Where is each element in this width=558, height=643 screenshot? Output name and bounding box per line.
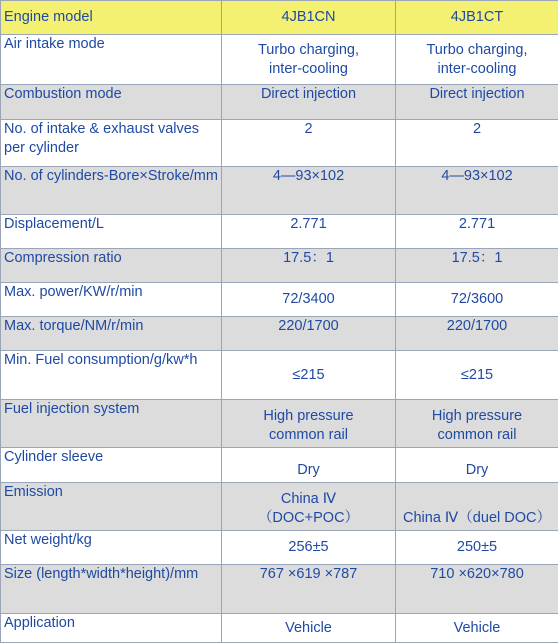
value-line: 17.5：1 — [225, 249, 392, 268]
combustion-mode-label: Combustion mode — [1, 85, 222, 120]
value-line: High pressure — [225, 407, 392, 426]
emission-model-2-value — [396, 483, 558, 531]
value-line: ≤215 — [225, 366, 392, 385]
row-combustion-mode — [1, 85, 558, 120]
max-power-label: Max. power/KW/r/min — [1, 283, 222, 317]
cylinder-sleeve-model-2-value — [396, 448, 558, 483]
min-fuel-consumption-model-1-value — [222, 351, 396, 400]
max-torque-model-1-value — [222, 317, 396, 351]
value-line: 2 — [399, 120, 555, 139]
value-line: 4—93×102 — [225, 167, 392, 186]
header-label: Engine model — [1, 1, 222, 35]
valves-per-cylinder-model-2-value — [396, 120, 558, 167]
value-line: common rail — [225, 426, 392, 445]
cylinders-bore-stroke-model-1-value — [222, 167, 396, 215]
value-line: 256±5 — [225, 538, 392, 557]
value-line: Vehicle — [399, 619, 555, 638]
value-line: Turbo charging, — [225, 41, 392, 60]
max-power-model-1-value — [222, 283, 396, 317]
value-line: China Ⅳ — [225, 490, 392, 509]
net-weight-model-1-value — [222, 531, 396, 565]
spec-body — [1, 35, 558, 643]
min-fuel-consumption-model-2-value — [396, 351, 558, 400]
row-cylinder-sleeve — [1, 448, 558, 483]
value-line: 72/3600 — [399, 290, 555, 309]
row-net-weight — [1, 531, 558, 565]
valves-per-cylinder-label: No. of intake & exhaust valves per cylinder — [1, 120, 222, 167]
value-line: 72/3400 — [225, 290, 392, 309]
net-weight-model-2-value — [396, 531, 558, 565]
cylinders-bore-stroke-model-2-value — [396, 167, 558, 215]
row-emission — [1, 483, 558, 531]
value-line: 2.771 — [399, 215, 555, 234]
value-line: High pressure — [399, 407, 555, 426]
application-model-2-value — [396, 614, 558, 643]
row-max-torque — [1, 317, 558, 351]
fuel-injection-system-model-1-value — [222, 400, 396, 448]
fuel-injection-system-label: Fuel injection system — [1, 400, 222, 448]
air-intake-mode-model-2-value — [396, 35, 558, 85]
application-model-1-value — [222, 614, 396, 643]
size-model-2-value — [396, 565, 558, 614]
value-line: 250±5 — [399, 538, 555, 557]
row-min-fuel-consumption — [1, 351, 558, 400]
combustion-mode-model-1-value — [222, 85, 396, 120]
valves-per-cylinder-model-1-value — [222, 120, 396, 167]
value-line: inter-cooling — [225, 60, 392, 79]
application-label: Application — [1, 614, 222, 643]
displacement-label: Displacement/L — [1, 215, 222, 249]
compression-ratio-model-2-value — [396, 249, 558, 283]
min-fuel-consumption-label: Min. Fuel consumption/g/kw*h — [1, 351, 222, 400]
air-intake-mode-model-1-value — [222, 35, 396, 85]
value-line: 710 ×620×780 — [399, 565, 555, 584]
value-line: 220/1700 — [225, 317, 392, 336]
value-line: inter-cooling — [399, 60, 555, 79]
row-compression-ratio — [1, 249, 558, 283]
row-valves-per-cylinder — [1, 120, 558, 167]
value-line: Turbo charging, — [399, 41, 555, 60]
value-line: 4—93×102 — [399, 167, 555, 186]
value-line: Direct injection — [225, 85, 392, 104]
cylinders-bore-stroke-label: No. of cylinders-Bore×Stroke/mm — [1, 167, 222, 215]
combustion-mode-model-2-value — [396, 85, 558, 120]
row-displacement — [1, 215, 558, 249]
value-line: 220/1700 — [399, 317, 555, 336]
row-fuel-injection-system — [1, 400, 558, 448]
air-intake-mode-label: Air intake mode — [1, 35, 222, 85]
row-cylinders-bore-stroke — [1, 167, 558, 215]
value-line: 2 — [225, 120, 392, 139]
displacement-model-1-value — [222, 215, 396, 249]
size-model-1-value — [222, 565, 396, 614]
max-torque-label: Max. torque/NM/r/min — [1, 317, 222, 351]
fuel-injection-system-model-2-value — [396, 400, 558, 448]
compression-ratio-model-1-value — [222, 249, 396, 283]
value-line: Dry — [399, 461, 555, 480]
value-line: （DOC+POC） — [225, 509, 392, 528]
net-weight-label: Net weight/kg — [1, 531, 222, 565]
size-label: Size (length*width*height)/mm — [1, 565, 222, 614]
row-max-power — [1, 283, 558, 317]
value-line: 767 ×619 ×787 — [225, 565, 392, 584]
value-line: China Ⅳ（duel DOC） — [399, 509, 555, 528]
row-application — [1, 614, 558, 643]
cylinder-sleeve-label: Cylinder sleeve — [1, 448, 222, 483]
cylinder-sleeve-model-1-value — [222, 448, 396, 483]
header-model-1: 4JB1CN — [222, 1, 396, 35]
value-line: Dry — [225, 461, 392, 480]
value-line: 17.5：1 — [399, 249, 555, 268]
emission-model-1-value — [222, 483, 396, 531]
compression-ratio-label: Compression ratio — [1, 249, 222, 283]
value-line: Direct injection — [399, 85, 555, 104]
max-power-model-2-value — [396, 283, 558, 317]
value-line: common rail — [399, 426, 555, 445]
header-row — [1, 1, 558, 35]
value-line: Vehicle — [225, 619, 392, 638]
row-size — [1, 565, 558, 614]
displacement-model-2-value — [396, 215, 558, 249]
value-line: ≤215 — [399, 366, 555, 385]
emission-label: Emission — [1, 483, 222, 531]
row-air-intake-mode — [1, 35, 558, 85]
value-line: 2.771 — [225, 215, 392, 234]
header-model-2: 4JB1CT — [396, 1, 558, 35]
max-torque-model-2-value — [396, 317, 558, 351]
